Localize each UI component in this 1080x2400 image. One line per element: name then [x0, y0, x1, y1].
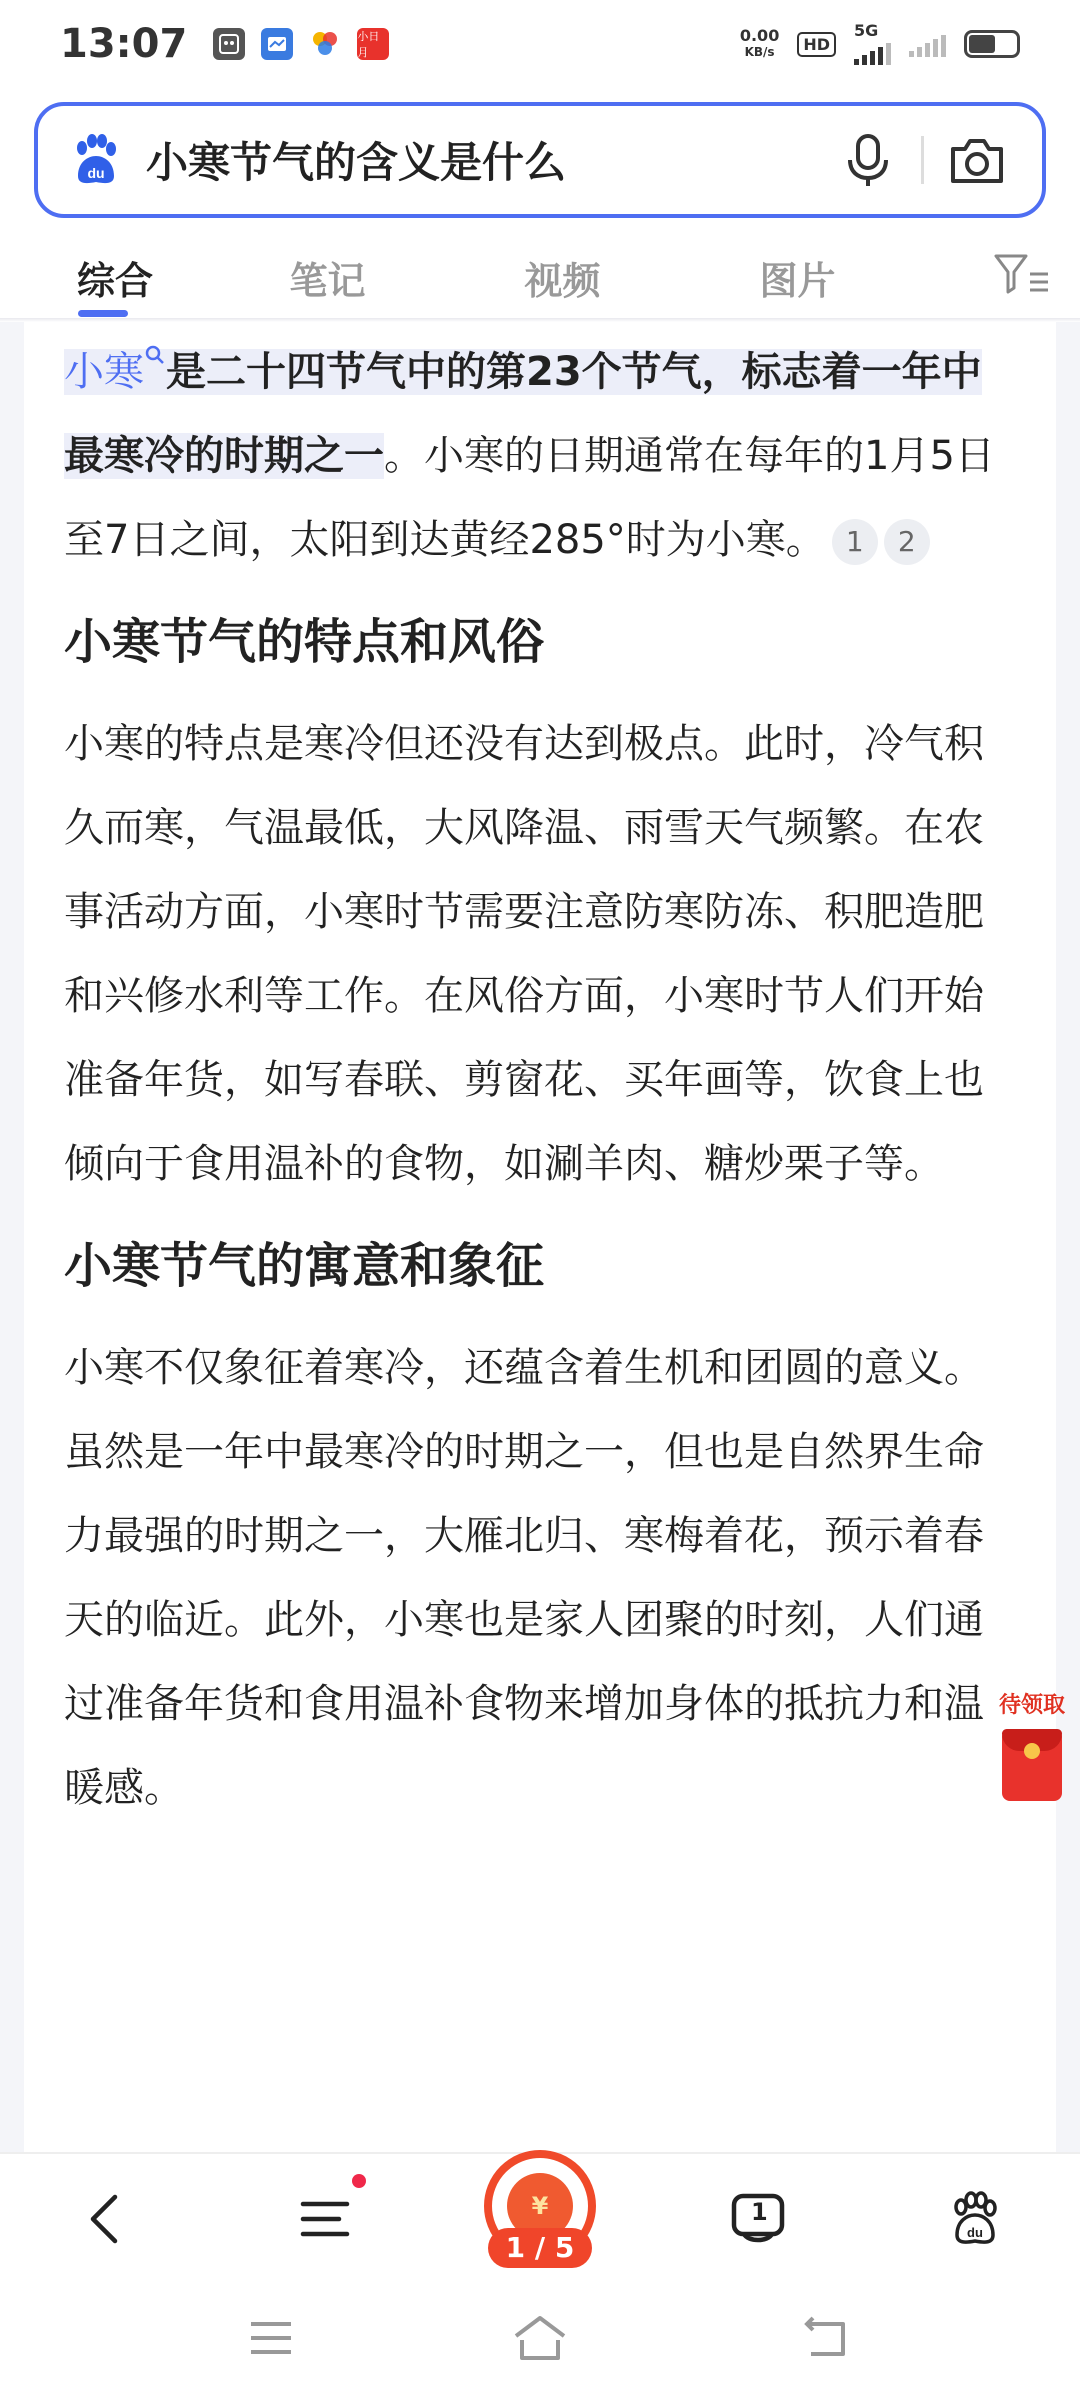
red-app-icon: 小日月	[357, 28, 389, 60]
search-query[interactable]: 小寒节气的含义是什么	[146, 138, 567, 187]
search-small-icon[interactable]	[144, 344, 166, 366]
app-notification-icon	[261, 28, 293, 60]
network-speed: 0.00 KB/s	[739, 26, 780, 59]
section-title-features: 小寒节气的特点和风俗	[64, 614, 545, 670]
baidu-paw-icon	[947, 2191, 1003, 2247]
search-bar[interactable]	[34, 102, 1046, 218]
baidu-home-button[interactable]	[940, 2154, 1010, 2284]
home-icon	[510, 2314, 570, 2362]
section-body-features: 小寒的特点是寒冷但还没有达到极点。此时，冷气积久而寒，气温最低，大风降温、雨雪天气频繁。在农事活动方面，小寒时节需要注意防寒防冻、积肥造肥和兴修水利等工作。在风俗方面，小寒时节人们开始准备年货，如写春联、剪窗花、买年画等，饮食上也倾向于食用温补的食物，如涮羊肉、糖炒栗子等。	[64, 721, 984, 1187]
reward-progress: 1 / 5	[488, 2228, 592, 2268]
baidu-logo-icon	[68, 132, 124, 188]
article-content	[64, 330, 1020, 1830]
microphone-icon[interactable]	[833, 125, 903, 195]
menu-icon	[299, 2196, 351, 2242]
camera-icon[interactable]	[942, 125, 1012, 195]
back-button[interactable]	[70, 2154, 140, 2284]
notification-dot	[352, 2174, 366, 2188]
tab-images[interactable]: 图片	[759, 258, 836, 303]
red-packet-float[interactable]	[994, 1688, 1070, 1801]
svg-text:du: du	[967, 2225, 983, 2240]
svg-text:du: du	[87, 165, 105, 181]
tabs-button[interactable]	[718, 2154, 798, 2284]
status-bar	[0, 0, 1080, 88]
section-body-meaning: 小寒不仅象征着寒冷，还蕴含着生机和团圆的意义。虽然是一年中最寒冷的时期之一，但也是自然界生命力最强的时期之一，大雁北归、寒梅着花，预示着春天的临近。此外，小寒也是家人团聚的时刻，人们通过准备年货和食用温补食物来增加身体的抵抗力和温暖感。	[64, 1345, 984, 1811]
active-tab-indicator	[78, 310, 128, 317]
system-nav-bar	[0, 2282, 1080, 2400]
intro-rest: 。小寒的日期通常在每年的1月5日至7日之间，太阳到达黄经285°时为小寒。	[64, 433, 995, 563]
system-back-icon	[799, 2316, 851, 2360]
tab-video[interactable]: 视频	[524, 258, 601, 303]
tab-all[interactable]: 综合	[76, 258, 153, 303]
signal-secondary-icon	[909, 31, 946, 57]
colorful-app-icon	[309, 28, 341, 60]
red-envelope-icon	[1002, 1729, 1062, 1801]
battery-icon	[964, 30, 1020, 58]
system-menu-button[interactable]	[236, 2308, 306, 2368]
section-title-meaning: 小寒节气的寓意和象征	[64, 1238, 545, 1294]
signal-5g-icon: 5G	[854, 23, 891, 65]
xiaohan-link[interactable]: 小寒	[64, 349, 144, 395]
red-packet-coin-icon: ¥	[507, 2173, 573, 2239]
bottom-nav	[0, 2152, 1080, 2282]
recents-icon	[247, 2318, 295, 2358]
hd-voice-icon: HD	[797, 32, 836, 57]
shield-app-icon	[213, 28, 245, 60]
system-home-button[interactable]	[505, 2308, 575, 2368]
tabs-count: 1	[751, 2198, 768, 2226]
tab-notes[interactable]: 笔记	[289, 258, 366, 303]
status-time: 13:07	[60, 21, 188, 67]
search-divider	[921, 136, 924, 184]
chevron-left-icon	[85, 2191, 125, 2247]
filter-icon[interactable]	[992, 250, 1052, 300]
intro-highlight: 是二十四节气中的第23个节气，标志着一年中最寒冷的时期之一	[64, 349, 982, 479]
intro-paragraph	[64, 330, 1020, 582]
system-back-button[interactable]	[790, 2308, 860, 2368]
menu-button[interactable]	[290, 2154, 360, 2284]
tab-bar	[0, 232, 1080, 322]
reference-badge-2[interactable]: 2	[884, 519, 930, 565]
reference-badge-1[interactable]: 1	[832, 519, 878, 565]
red-packet-label: 待领取	[998, 1693, 1065, 1718]
